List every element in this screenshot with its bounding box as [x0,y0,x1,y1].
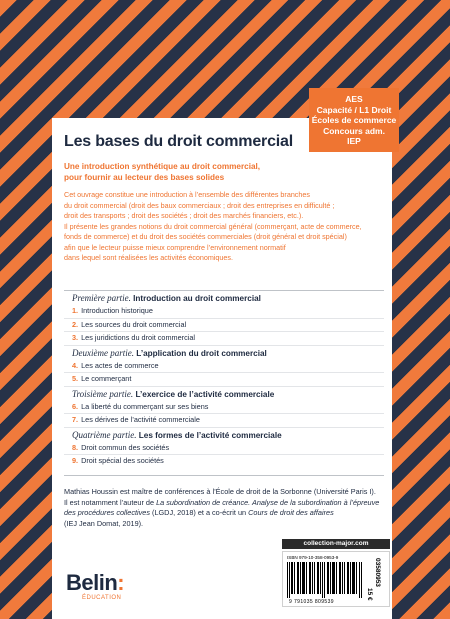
part-heading [64,346,384,360]
chapter-number: 3. [72,333,79,342]
publisher-subtitle: ÉDUCATION [82,595,122,601]
chapter-title: Les juridictions du droit commercial [81,333,196,342]
badge-line: Capacité / L1 Droit [316,104,392,115]
description-line: dans lequel sont réalisées les activités économiques. [64,253,234,262]
part-title: L’exercice de l’activité commerciale [135,389,275,399]
badge-line: Concours adm. [323,125,385,136]
book-title: Les bases du droit commercial [64,133,293,150]
chapter-item [64,305,384,319]
barcode-box [282,551,390,607]
chapter-item [64,442,384,456]
part-title: L’application du droit commercial [136,348,267,358]
publisher-logo [66,570,124,596]
book-reference: Cours de droit des affaires [248,508,334,517]
description-line: afin que le lecteur puisse mieux comprendre l’environnement normatif [64,242,286,252]
chapter-item [64,373,384,387]
part-label: Première partie. [72,293,131,303]
chapter-item [64,414,384,428]
audience-badge [309,88,399,152]
chapter-item [64,319,384,333]
description-line: Il présente les grandes notions du droit commercial général (commerçant, acte de commerce, [64,221,362,231]
badge-line: IEP [347,136,361,146]
chapter-title: Le commerçant [81,374,132,383]
publisher-colon: : [117,570,125,595]
part-heading [64,387,384,401]
part-label: Quatrième partie. [72,429,137,440]
part-label: Deuxième partie. [72,347,134,358]
author-text: Il est notamment l’auteur de [64,497,157,507]
publisher-name: Belin [66,570,118,595]
barcode-number: 9 791035 809539 [289,599,334,605]
chapter-title: La liberté du commerçant sur ses biens [81,401,209,411]
chapter-number: 7. [72,415,79,424]
product-code: 03580953 [374,558,381,587]
barcode-icon [287,562,365,598]
part-title: Introduction au droit commercial [133,294,261,303]
author-line [64,498,394,509]
part-heading [64,291,384,305]
chapter-title: Les actes de commerce [81,360,159,370]
isbn-text: ISBN 979-10-358-0953-9 [287,555,339,560]
description-line: Cet ouvrage constitue une introduction à l’ensemble des différentes branches [64,190,310,199]
author-text: (LGDJ, 2018) et a co-écrit un [149,508,249,517]
description [64,190,384,264]
tagline-line: pour fournir au lecteur des bases solides [64,173,225,182]
chapter-title: Droit spécial des sociétés [81,456,164,465]
book-reference: des procédures collectives [64,508,150,517]
part-title: Les formes de l’activité commerciale [138,430,282,440]
author-bio [64,487,394,529]
chapter-number: 2. [72,319,79,329]
tagline-line: Une introduction synthétique au droit commercial, [64,162,261,171]
chapter-item [64,455,384,468]
code-price-block [367,558,389,604]
part-label: Troisième partie. [72,388,134,399]
price: 15 € [366,588,373,601]
chapter-title: Les dérives de l’activité commerciale [81,415,200,424]
chapter-number: 9. [72,456,79,465]
chapter-number: 8. [72,442,79,452]
chapter-item [64,332,384,346]
chapter-number: 6. [72,401,79,411]
badge-line: AES [345,94,363,104]
description-line: fonds de commerce) et du droit des sociétés commerciales (droit général et droit spécial) [64,232,347,241]
chapter-number: 5. [72,374,79,383]
chapter-item [64,360,384,374]
chapter-title: Droit commun des sociétés [81,442,170,452]
chapter-number: 4. [72,360,79,370]
badge-line: Écoles de commerce [311,115,397,125]
part-heading [64,428,384,442]
chapter-title: Introduction historique [81,306,153,315]
chapter-item [64,401,384,415]
author-line: (IEJ Jean Domat, 2019). [64,518,144,528]
website-label: collection-major.com [282,539,390,549]
author-line: Mathias Houssin est maître de conférences à l’École de droit de la Sorbonne (Université Paris I). [64,487,376,496]
tagline [64,161,260,183]
chapter-title: Les sources du droit commercial [81,319,187,329]
author-line [64,508,394,519]
description-line: du droit commercial (droit des baux commerciaux ; droit des entreprises en difficulté ; [64,200,335,210]
table-of-contents [64,290,384,476]
chapter-number: 1. [72,306,79,315]
book-reference: La subordination de créance. Analyse de la subordination à l’épreuve [156,497,380,507]
description-line: droit des transports ; droit des sociétés ; droit des marchés financiers, etc.). [64,211,304,220]
